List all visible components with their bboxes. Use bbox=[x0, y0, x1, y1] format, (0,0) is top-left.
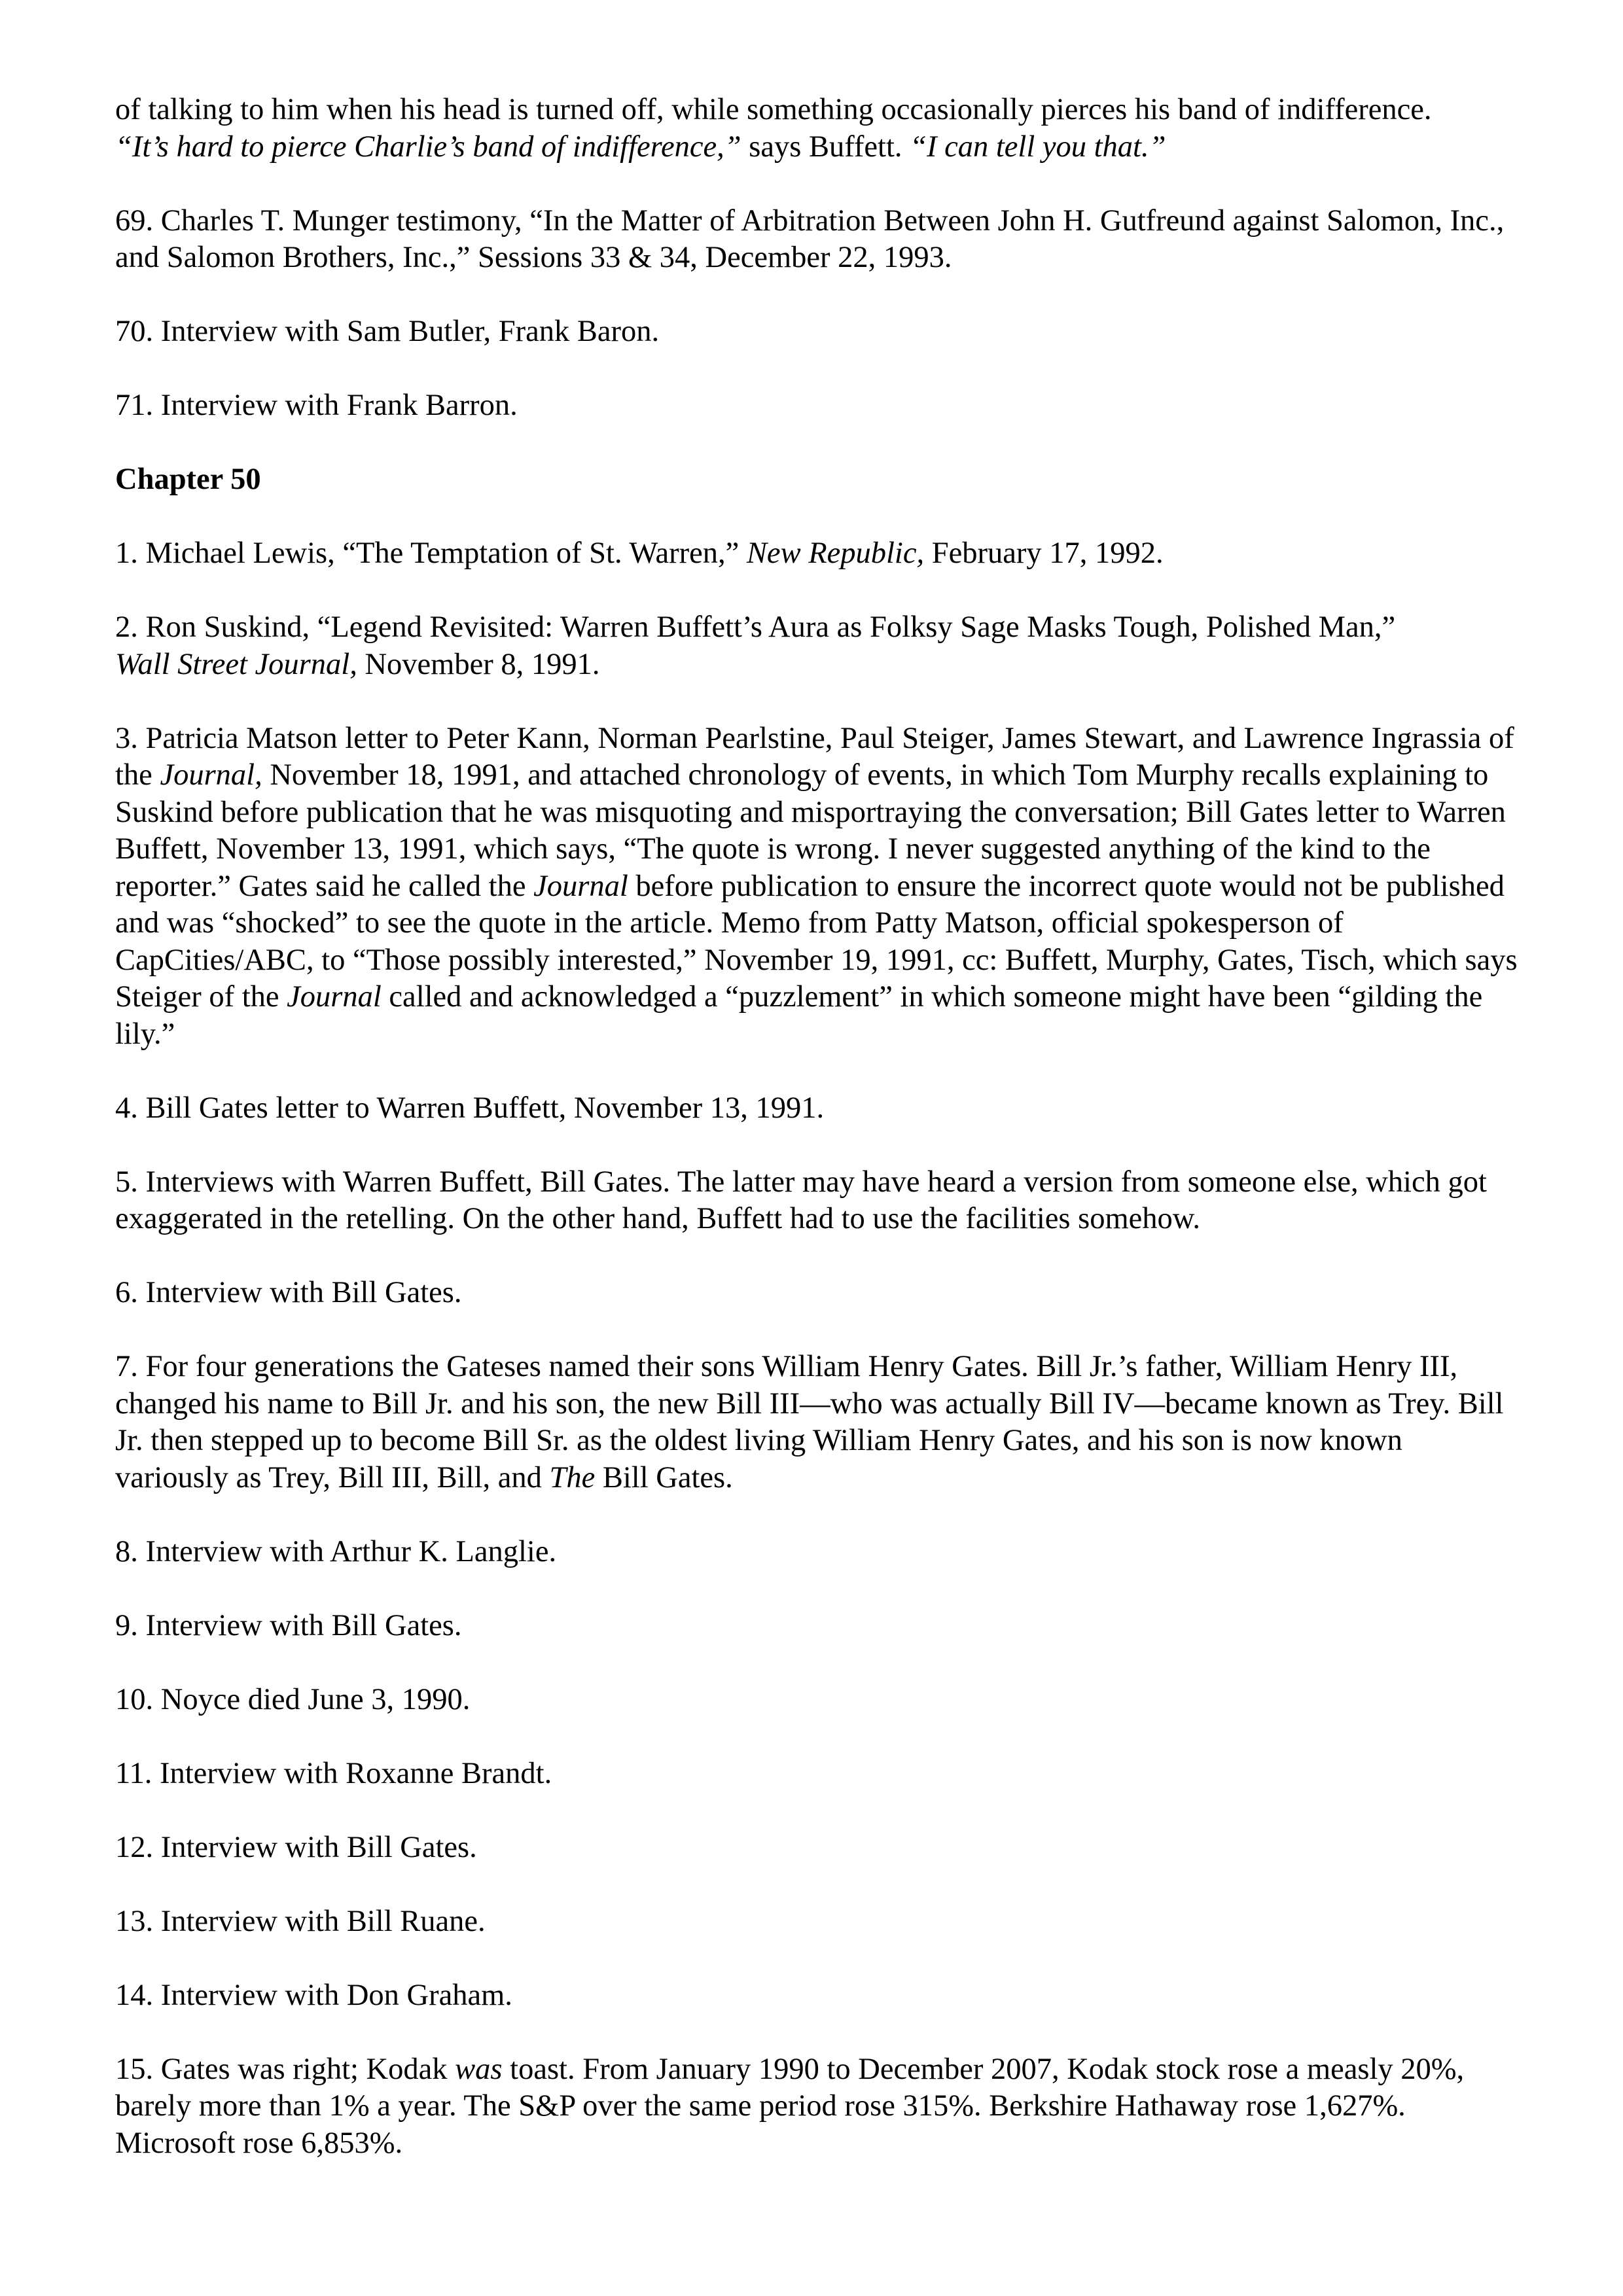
page-body bbox=[115, 92, 1522, 2199]
quote-attribution: says Buffett. bbox=[741, 130, 910, 164]
endnote-7 bbox=[115, 1349, 1522, 1496]
endnote-text: 3. Patricia Matson letter to Peter Kann, Norman Pearlstine, Paul Steiger, James Stewart, and Lawrence Ingrassia of the bbox=[115, 721, 1514, 792]
publication-title: Journal bbox=[533, 869, 628, 903]
endnote-13: 13. Interview with Bill Ruane. bbox=[115, 1904, 486, 1938]
endnote-8: 8. Interview with Arthur K. Langlie. bbox=[115, 1534, 557, 1568]
endnote-text: 2. Ron Suskind, “Legend Revisited: Warren Buffett’s Aura as Folksy Sage Masks Tough, Polished Man,” bbox=[115, 610, 1396, 644]
endnote-5: 5. Interviews with Warren Buffett, Bill Gates. The latter may have heard a version from someone else, which got exaggerated in the retelling. On the other hand, Buffett had to use the facilities somehow. bbox=[115, 1165, 1487, 1235]
quote-italic-2: “I can tell you that.” bbox=[910, 130, 1166, 164]
endnote-1 bbox=[115, 535, 1522, 573]
publication-title: Journal bbox=[287, 980, 382, 1014]
endnote-text: before publication to ensure the incorrect quote would not be published and was “shocked” to see the quote in the article. Memo from Patty Matson, official spokesperson of CapCities/ABC, to “Those possibly interested,” November 19, 1991, cc: Buffett, Murphy, Gates, Tisch, which says Steiger of the bbox=[115, 869, 1518, 1014]
endnote-3 bbox=[115, 720, 1522, 1053]
endnote-text: 15. Gates was right; Kodak bbox=[115, 2052, 455, 2086]
endnote-9: 9. Interview with Bill Gates. bbox=[115, 1608, 462, 1642]
endnote-6: 6. Interview with Bill Gates. bbox=[115, 1276, 462, 1309]
continued-text: of talking to him when his head is turned off, while something occasionally pierces his band of indifference. bbox=[115, 93, 1432, 126]
continued-note-68 bbox=[115, 92, 1522, 166]
publication-title: New Republic, bbox=[746, 537, 925, 570]
endnote-text: 7. For four generations the Gateses named their sons William Henry Gates. Bill Jr.’s father, William Henry III, changed his name to Bill Jr. and his son, the new Bill III—who was actually Bill IV—became known as Trey. Bill Jr. then stepped up to become Bill Sr. as the oldest living William Henry Gates, and his son is now known variously as Trey, Bill III, Bill, and bbox=[115, 1350, 1504, 1494]
endnote-4: 4. Bill Gates letter to Warren Buffett, November 13, 1991. bbox=[115, 1091, 825, 1125]
endnote-text: 1. Michael Lewis, “The Temptation of St. Warren,” bbox=[115, 537, 747, 570]
endnote-text: November 18, 1991, and attached chronology of events, in which Tom Murphy recalls explaining to Suskind before publication that he was misquoting and misportraying the conversation; Bill Gates letter to Warren Buffett, November 13, 1991, which says, “The quote is wrong. I never suggested anything of the kind to the reporter.” Gates said he called the bbox=[115, 758, 1506, 903]
endnote-14: 14. Interview with Don Graham. bbox=[115, 1978, 512, 2012]
emphasis: was bbox=[455, 2052, 503, 2086]
endnote-69: 69. Charles T. Munger testimony, “In the Matter of Arbitration Between John H. Gutfreund against Salomon, Inc., and Salomon Brothers, Inc.,” Sessions 33 & 34, December 22, 1993. bbox=[115, 203, 1505, 274]
endnote-12: 12. Interview with Bill Gates. bbox=[115, 1830, 477, 1864]
endnote-2 bbox=[115, 609, 1522, 683]
endnote-11: 11. Interview with Roxanne Brandt. bbox=[115, 1756, 552, 1790]
endnote-text: Bill Gates. bbox=[595, 1460, 733, 1494]
publication-title: Wall Street Journal, bbox=[115, 647, 357, 681]
endnote-70: 70. Interview with Sam Butler, Frank Baron. bbox=[115, 315, 660, 348]
endnote-text: November 8, 1991. bbox=[357, 647, 600, 681]
endnote-71: 71. Interview with Frank Barron. bbox=[115, 389, 518, 422]
endnote-text: toast. From January 1990 to December 2007, Kodak stock rose a measly 20%, barely more than 1% a year. The S&P over the same period rose 315%. Berkshire Hathaway rose 1,627%. Microsoft rose 6,853%. bbox=[115, 2052, 1465, 2160]
emphasis: The bbox=[549, 1460, 596, 1494]
publication-title: Journal, bbox=[160, 758, 262, 792]
chapter-heading: Chapter 50 bbox=[115, 463, 261, 496]
endnote-text: February 17, 1992. bbox=[924, 537, 1164, 570]
quote-italic: “It’s hard to pierce Charlie’s band of indifference,” bbox=[115, 130, 741, 164]
endnote-text: called and acknowledged a “puzzlement” in which someone might have been “gilding the lily.” bbox=[115, 980, 1483, 1051]
endnote-10: 10. Noyce died June 3, 1990. bbox=[115, 1682, 471, 1716]
endnote-15 bbox=[115, 2051, 1522, 2163]
